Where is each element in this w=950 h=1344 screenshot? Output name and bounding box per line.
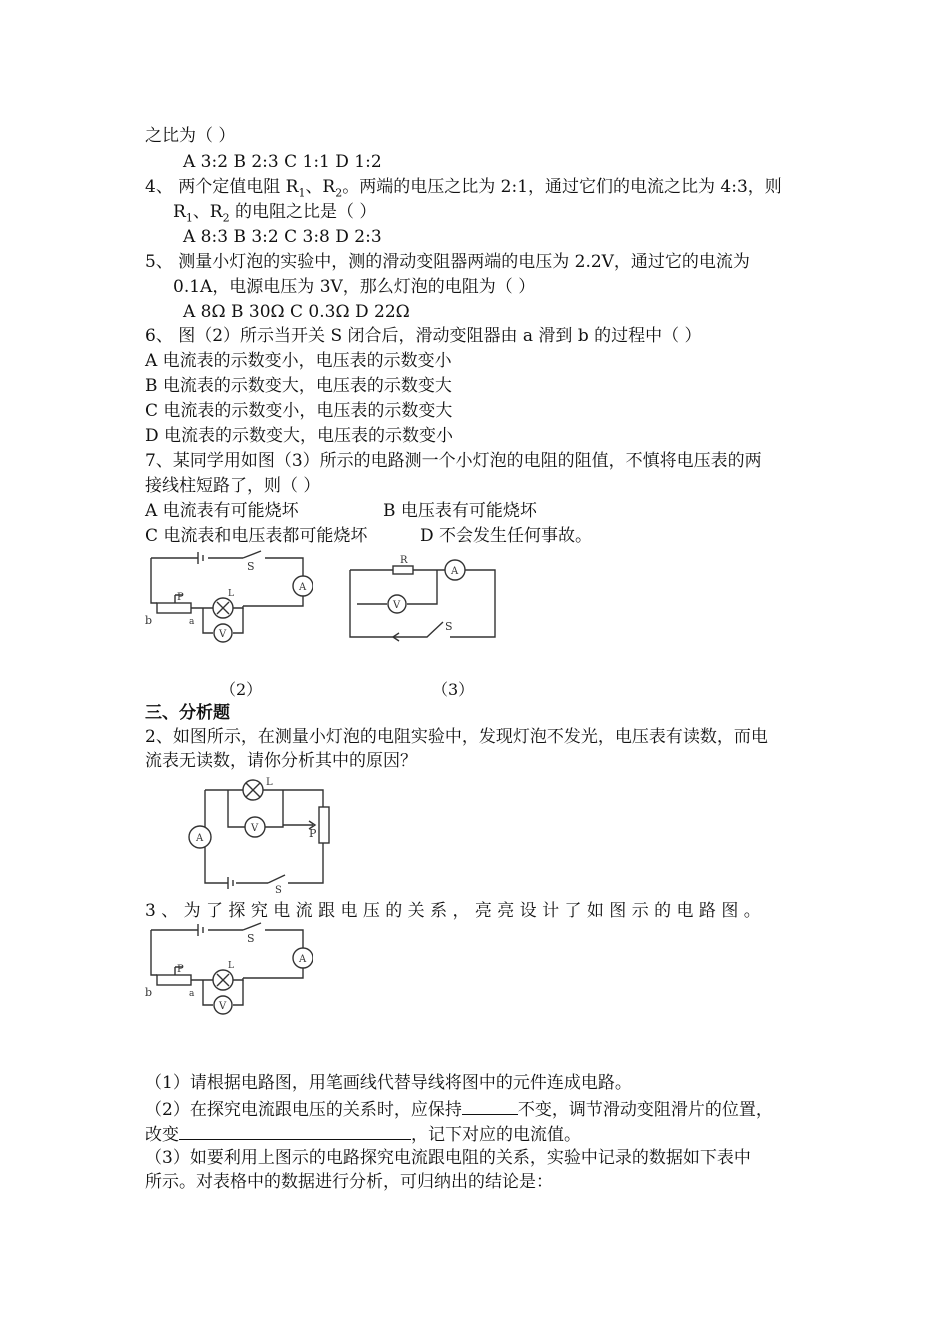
q3-stem-tail: 之比为（ ） — [145, 126, 236, 146]
analysis-q2-line2: 流表无读数，请你分析其中的原因？ — [145, 751, 417, 771]
slider-label-p: P — [177, 964, 184, 975]
q6-stem: 6、 图（2）所示当开关 S 闭合后，滑动变阻器由 a 滑到 b 的过程中（ ） — [145, 326, 702, 346]
ammeter-label: A — [451, 566, 459, 577]
q7-option-b: B 电压表有可能烧坏 — [383, 501, 537, 521]
ammeter-label: A — [299, 582, 307, 593]
circuit-figure-3 — [345, 552, 500, 647]
analysis-q2-line1: 2、如图所示，在测量小灯泡的电阻实验中，发现灯泡不发光，电压表有读数，而电 — [145, 727, 768, 747]
part-2-line1: （2）在探究电流跟电压的关系时，应保持 不变，调节滑动变阻滑片的位置， — [145, 1097, 773, 1121]
end-label-b: b — [145, 986, 153, 999]
ammeter-label: A — [299, 954, 307, 965]
figure-2-caption: （2） — [220, 680, 263, 699]
q5-stem-line2: 0.1A，电源电压为 3V，那么灯泡的电阻为（ ） — [173, 277, 536, 297]
q6-option-d: D 电流表的示数变大，电压表的示数变小 — [145, 426, 454, 446]
end-label-a: a — [189, 617, 195, 627]
voltmeter-label: V — [393, 600, 401, 611]
q6-option-a: A 电流表的示数变小，电压表的示数变小 — [145, 351, 452, 371]
slider-label-p: P — [309, 827, 317, 840]
resistor-label: R — [400, 555, 408, 566]
section-heading: 三、分析题 — [145, 703, 230, 723]
analysis-q3-stem: 3 、 为 了 探 究 电 流 跟 电 压 的 关 系 ， 亮 亮 设 计 了 如 图 示 的 电 路 图 。 — [145, 901, 761, 921]
q4-stem-line2: $R_1$、$R_2$ 的电阻之比是（ ） — [173, 202, 377, 225]
q5-options: A 8Ω B 30Ω C 0.3Ω D 22Ω — [183, 302, 410, 322]
q5-stem-line1: 5、 测量小灯泡的实验中，测的滑动变阻器两端的电压为 2.2V，通过它的电流为 — [145, 252, 750, 272]
q7-stem-line2: 接线柱短路了，则（ ） — [145, 476, 321, 496]
q4-stem-line1: 4、 两个定值电阻 $R_1$、$R_2$。两端的电压之比为 2:1，通过它们的电流之比为 4:3，则 — [145, 177, 782, 200]
q6-option-b: B 电流表的示数变大，电压表的示数变大 — [145, 376, 452, 396]
q3-options: A 3:2 B 2:3 C 1:1 D 1:2 — [183, 152, 382, 172]
q6-option-c: C 电流表的示数变小，电压表的示数变大 — [145, 401, 453, 421]
switch-label-s: S — [247, 932, 255, 945]
q4-options: A 8:3 B 3:2 C 3:8 D 2:3 — [183, 227, 382, 247]
voltmeter-label: V — [219, 1001, 227, 1012]
switch-label-s: S — [275, 885, 282, 893]
fill-blank-2[interactable] — [179, 1122, 411, 1140]
part-2-line2: 改变 ，记下对应的电流值。 — [145, 1122, 581, 1146]
lamp-label: L — [228, 961, 234, 971]
q7-option-d: D 不会发生任何事故。 — [420, 526, 593, 546]
end-label-b: b — [145, 614, 153, 627]
ammeter-label: A — [196, 833, 204, 844]
switch-label-s: S — [247, 560, 255, 573]
voltmeter-label: V — [251, 823, 259, 834]
figure-3-caption: （3） — [432, 680, 475, 699]
fill-blank-1[interactable] — [462, 1097, 518, 1115]
q7-option-c: C 电流表和电压表都可能烧坏 — [145, 526, 368, 546]
part-1: （1）请根据电路图，用笔画线代替导线将图中的元件连成电路。 — [145, 1073, 632, 1093]
part-3-line1: （3）如要利用上图示的电路探究电流跟电阻的关系，实验中记录的数据如下表中 — [145, 1148, 751, 1168]
slider-label-p: P — [177, 592, 184, 603]
lamp-label: L — [266, 777, 273, 788]
voltmeter-label: V — [219, 629, 227, 640]
circuit-figure-2 — [143, 548, 313, 648]
part-3-line2: 所示。对表格中的数据进行分析，可归纳出的结论是： — [145, 1172, 553, 1192]
end-label-a: a — [189, 989, 195, 999]
q7-option-a: A 电流表有可能烧坏 — [145, 501, 299, 521]
switch-label-s: S — [445, 620, 453, 633]
q7-stem-line1: 7、某同学用如图（3）所示的电路测一个小灯泡的电阻的阻值，不慎将电压表的两 — [145, 451, 762, 471]
circuit-figure-analysis-2 — [183, 775, 343, 893]
lamp-label: L — [228, 589, 234, 599]
circuit-figure-analysis-3 — [143, 920, 313, 1020]
